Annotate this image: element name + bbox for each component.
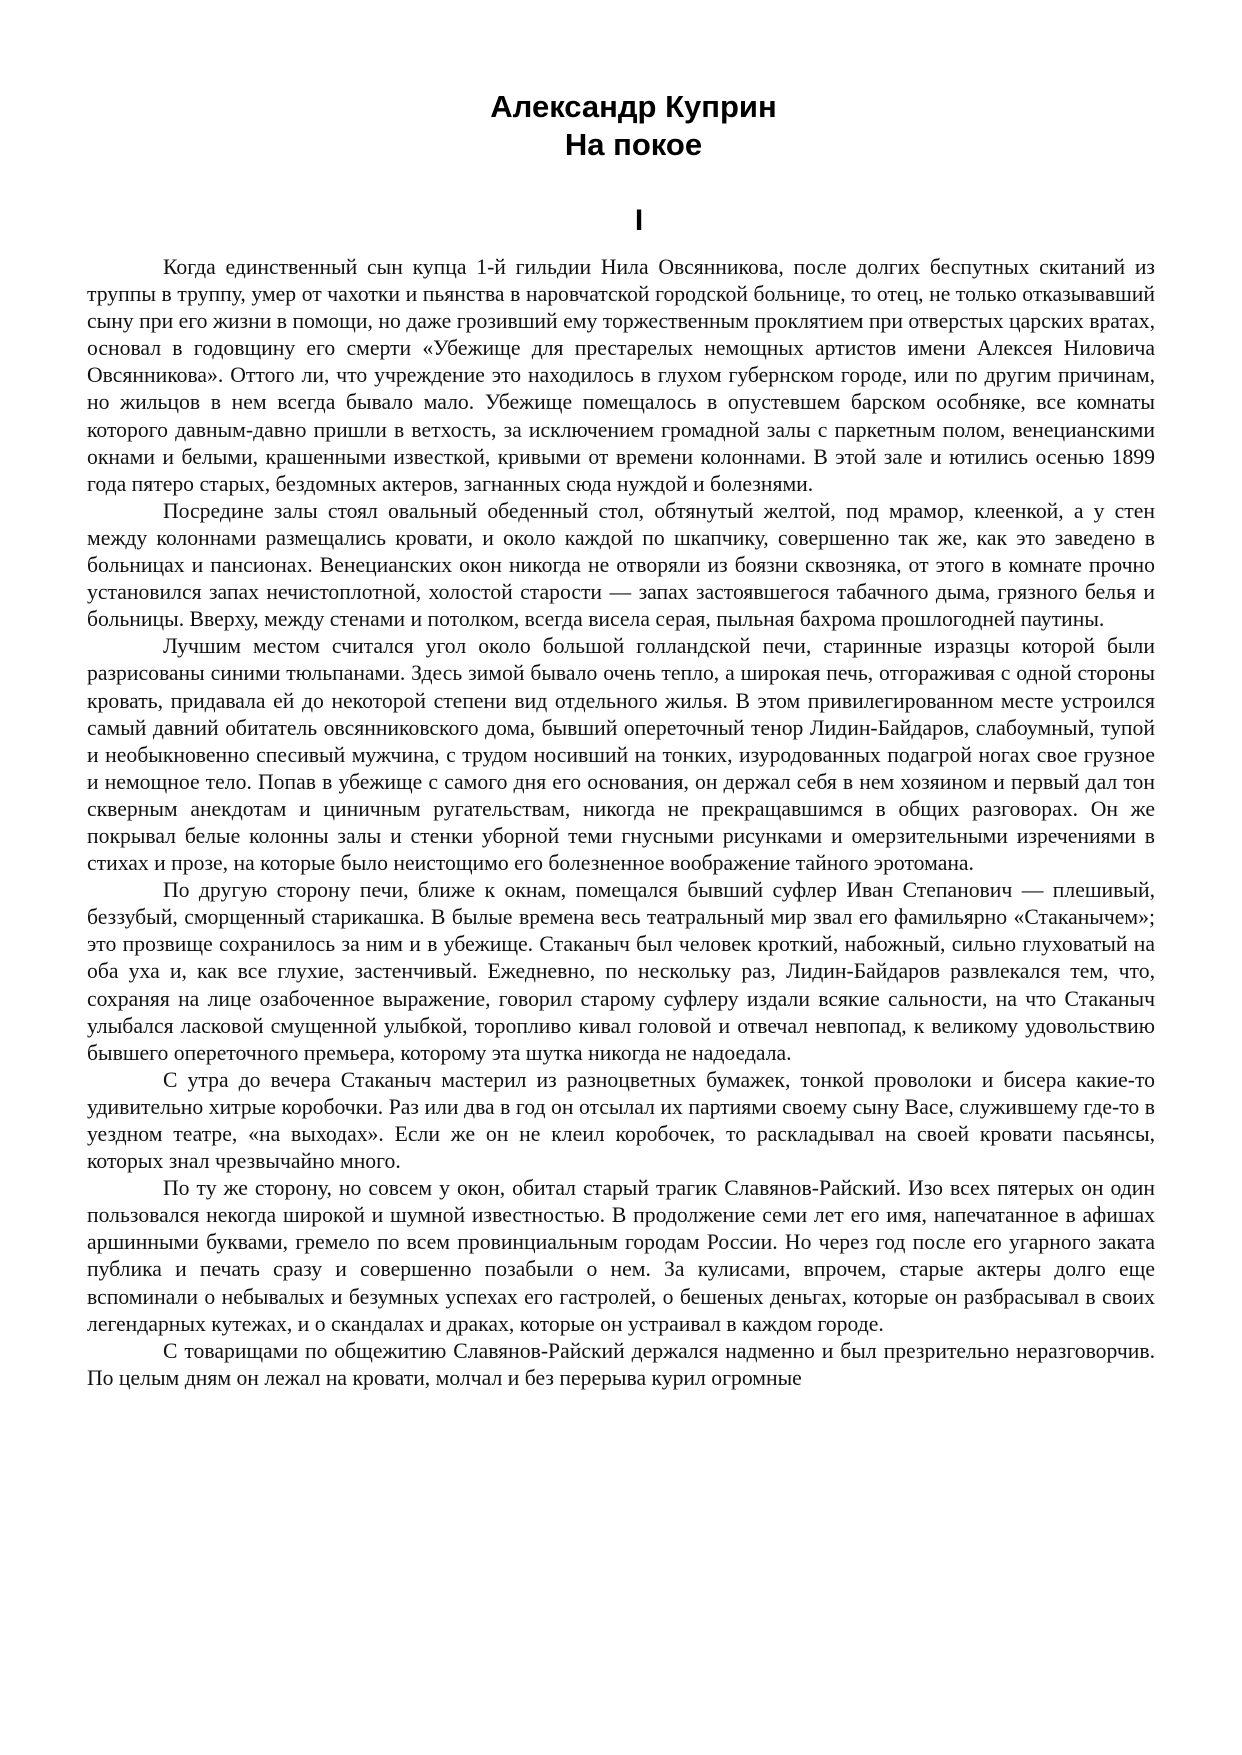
paragraph: С утра до вечера Стаканыч мастерил из разноцветных бумажек, тонкой проволоки и бисера какие-то удивительно хитрые коробочки. Раз или два в год он отсылал их партиями своему сыну Васе, служившему где-то в уездном театре, «на выходах». Если же он не клеил коробочек, то раскладывал на своей кровати пасьянсы, которых знал чрезвычайно много. bbox=[87, 1067, 1155, 1174]
chapter-number: I bbox=[634, 204, 644, 237]
paragraph: Посредине залы стоял овальный обеденный стол, обтянутый желтой, под мрамор, клеенкой, а у стен между колоннами размещались кровати, и около каждой по шкапчику, совершенно так же, как это заведено в больницах и пансионах. Венецианских окон никогда не отворяли из боязни сквозняка, от этого в комнате прочно установился запах нечистоплотной, холостой старости — запах застоявшегося табачного дыма, грязного белья и больницы. Вверху, между стенами и потолком, всегда висела серая, пыльная бахрома прошлогодней паутины. bbox=[87, 498, 1155, 632]
paragraph: Когда единственный сын купца 1-й гильдии Нила Овсянникова, после долгих беспутных скитаний из труппы в труппу, умер от чахотки и пьянства в наровчатской городской больнице, то отец, не только отказывавший сыну при его жизни в помощи, но даже грозивший ему торжественным проклятием при отверстых царских вратах, основал в годовщину его смерти «Убежище для престарелых немощных артистов имени Алексея Ниловича Овсянникова». Оттого ли, что учреждение это находилось в глухом губернском городе, или по другим причинам, но жильцов в нем всегда бывало мало. Убежище помещалось в опустевшем барском особняке, все комнаты которого давным-давно пришли в ветхость, за исключением громадной залы с паркетным полом, венецианскими окнами и белыми, крашенными известкой, кривыми от времени колоннами. В этой зале и ютились осенью 1899 года пятеро старых, бездомных актеров, загнанных сюда нуждой и болезнями. bbox=[87, 255, 1155, 496]
paragraph: С товарищами по общежитию Славянов-Райский держался надменно и был презрительно неразговорчив. По целым дням он лежал на кровати, молчал и без перерыва курил огромные bbox=[87, 1338, 1155, 1390]
paragraph: По другую сторону печи, ближе к окнам, помещался бывший суфлер Иван Степанович — плешивый, беззубый, сморщенный старикашка. В былые времена весь театральный мир звал его фамильярно «Стаканычем»; это прозвище сохранилось за ним и в убежище. Стаканыч был человек кроткий, набожный, сильно глуховатый на оба уха и, как все глухие, застенчивый. Ежедневно, по нескольку раз, Лидин-Байдаров развлекался тем, что, сохраняя на лице озабоченное выражение, говорил старому суфлеру издали всякие сальности, на что Стаканыч улыбался ласковой смущенной улыбкой, торопливо кивал головой и отвечал невпопад, к великому удовольствию бывшего опереточного премьера, которому эта шутка никогда не надоедала. bbox=[87, 878, 1155, 1065]
paragraph: По ту же сторону, но совсем у окон, обитал старый трагик Славянов-Райский. Изо всех пятерых он один пользовался некогда широкой и шумной известностью. В продолжение семи лет его имя, напечатанное в афишах аршинными буквами, гремело по всем провинциальным городам России. Но через год после его угарного заката публика и печать сразу и совершенно позабыли о нем. За кулисами, впрочем, старые актеры долго еще вспоминали о небывалых и безумных успехах его гастролей, о бешеных деньгах, которые он разбрасывал в своих легендарных кутежах, и о скандалах и драках, которые он устраивал в каждом городе. bbox=[87, 1176, 1155, 1336]
body-text bbox=[87, 254, 1155, 1392]
author-name: Александр Куприн bbox=[490, 89, 777, 124]
paragraph: Лучшим местом считался угол около большой голландской печи, старинные изразцы которой были разрисованы синими тюльпанами. Здесь зимой бывало очень тепло, а широкая печь, отгораживая с одной стороны кровать, придавала ей до некоторой степени вид отдельного жилья. В этом привилегированном месте устроился самый давний обитатель овсянниковского дома, бывший опереточный тенор Лидин-Байдаров, слабоумный, тупой и необыкновенно спесивый мужчина, с трудом носивший на тонких, изуродованных подагрой ногах свое грузное и немощное тело. Попав в убежище с самого дня его основания, он держал себя в нем хозяином и первый дал тон скверным анекдотам и циничным ругательствам, никогда не прекращавшимся в общих разговорах. Он же покрывал белые колонны залы и стенки уборной теми гнусными рисунками и омерзительными изречениями в стихах и прозе, на которые было неистощимо его болезненное воображение тайного эротомана. bbox=[87, 634, 1155, 876]
work-title: На покое bbox=[564, 127, 703, 162]
document-header bbox=[0, 88, 1242, 240]
